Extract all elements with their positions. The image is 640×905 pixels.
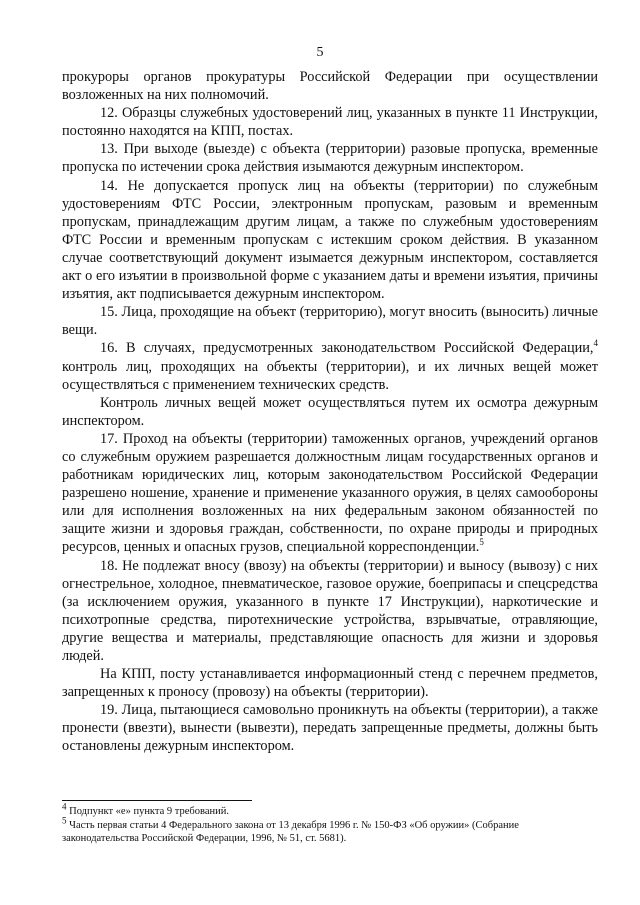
paragraph-continuation: прокуроры органов прокуратуры Российской Федерации при осуществлении возложенных на них полномочий. — [62, 69, 598, 104]
paragraph-13: 13. При выходе (выезде) с объекта (территории) разовые пропуска, временные пропуска по истечении срока действия изымаются дежурным инспектором. — [62, 141, 598, 176]
paragraph-18-continuation: На КПП, посту устанавливается информационный стенд с перечнем предметов, запрещенных к проносу (провозу) на объекты (территории). — [62, 666, 598, 701]
footnote-5-text: Часть первая статьи 4 Федерального закона от 13 декабря 1996 г. № 150-ФЗ «Об оружии» (Собрание законодательства Российской Федерации, 1996, № 51, ст. 5681). — [62, 819, 519, 844]
paragraph-19: 19. Лица, пытающиеся самовольно проникнуть на объекты (территории), а также пронести (ввезти), вынести (вывезти), передать запрещенные предметы, должны быть остановлены дежурным инспектором. — [62, 702, 598, 755]
page-number: 5 — [316, 45, 324, 60]
paragraph-16-text-end: контроль лиц, проходящих на объекты (территории), и их личных вещей может осуществляться с применением технических средств. — [62, 358, 598, 393]
footnote-divider — [62, 800, 252, 801]
paragraph-16-text-start: 16. В случаях, предусмотренных законодательством Российской Федерации, — [100, 340, 594, 357]
paragraph-16-continuation: Контроль личных вещей может осуществляться путем их осмотра дежурным инспектором. — [62, 394, 598, 429]
footnote-ref-4: 4 — [593, 338, 598, 349]
paragraph-12: 12. Образцы служебных удостоверений лиц, указанных в пункте 11 Инструкции, постоянно находятся на КПП, постах. — [62, 105, 598, 140]
paragraph-14: 14. Не допускается пропуск лиц на объекты (территории) по служебным удостоверениям ФТС России, электронным пропускам, разовым и временным пропускам, принадлежащим другим лицам, а также по служебным удостоверениям ФТС России и временным пропускам с истекшим сроком действия. В указанном случае соответствующий документ изымается дежурным инспектором, составляется акт о его изъятии в произвольной форме с указанием даты и времени изъятия, причины изъятия, акт подписывается дежурным инспектором. — [62, 177, 598, 303]
footnote-4-text: Подпункт «е» пункта 9 требований. — [66, 806, 229, 817]
paragraph-18: 18. Не подлежат вносу (ввозу) на объекты (территории) и выносу (вывозу) с них огнестрельное, холодное, пневматическое, газовое оружие, боеприпасы и спецсредства (за исключением оружия, указанного в пункте 17 Инструкции), наркотические и психотропные средства, пиротехнические устройства, взрывчатые, отравляющие, другие вещества и материалы, представляющие опасность для жизни и здоровья людей. — [62, 557, 598, 664]
document-body — [62, 68, 598, 756]
paragraph-17-text: 17. Проход на объекты (территории) таможенных органов, учреждений органов со служебным оружием разрешается должностным лицам государственных органов и работникам юридических лиц, которым законодательством Российской Федерации разрешено ношение, хранение и применение указанного оружия, в целях самообороны или для исполнения возложенных на них федеральным законом обязанностей по защите жизни и здоровья граждан, собственности, по охране природы и природных ресурсов, ценных и опасных грузов, специальной корреспонденции. — [62, 430, 598, 556]
footnote-ref-5: 5 — [479, 537, 484, 548]
footnote-number-4: 4 — [62, 801, 67, 812]
paragraph-16 — [62, 339, 598, 393]
paragraph-17 — [62, 430, 598, 557]
footnote-5 — [62, 815, 598, 846]
paragraph-15: 15. Лица, проходящие на объект (территорию), могут вносить (выносить) личные вещи. — [62, 304, 598, 339]
footnotes — [62, 801, 598, 846]
footnote-number-5: 5 — [62, 815, 67, 825]
footnote-4 — [62, 801, 598, 819]
